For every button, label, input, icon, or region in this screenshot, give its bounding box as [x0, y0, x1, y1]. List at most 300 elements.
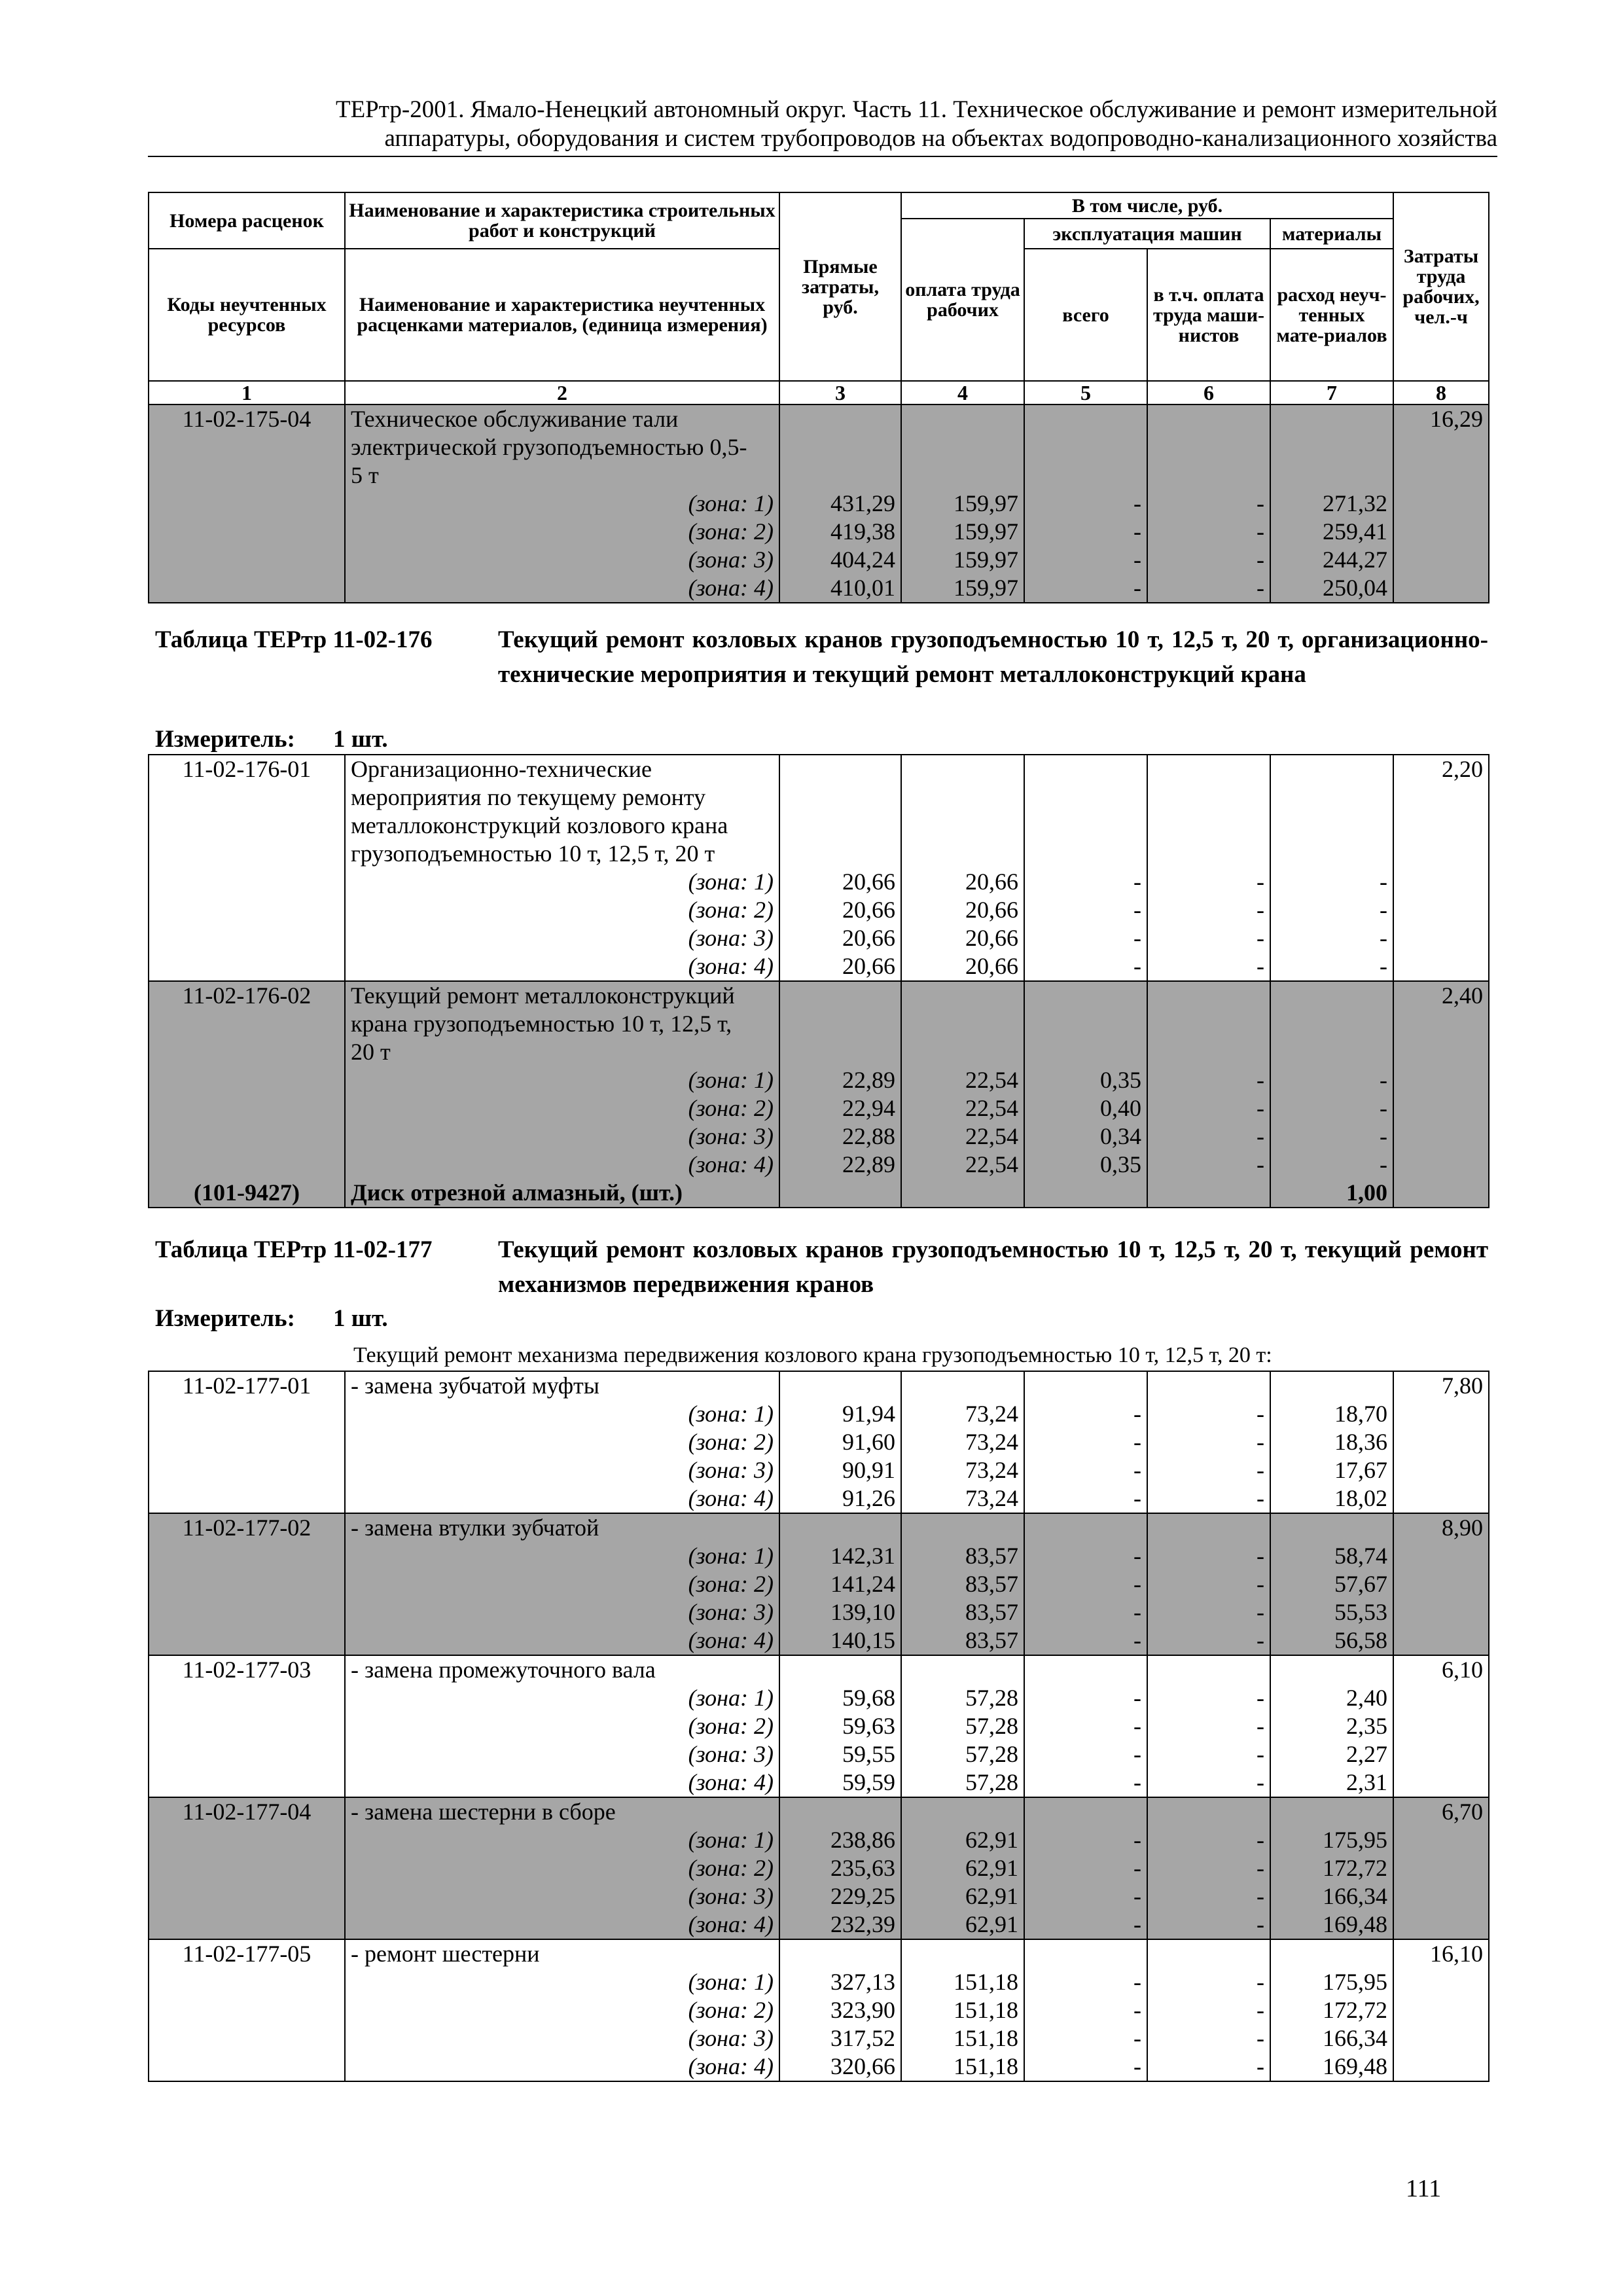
value: - [1133, 1599, 1141, 1625]
column-numbers-row [149, 381, 1489, 404]
value: - [1133, 1457, 1141, 1483]
labor-cell: 2,40 [1393, 981, 1489, 1179]
value: 151,18 [954, 1997, 1018, 2023]
header-rule [148, 156, 1497, 157]
value: 18,02 [1334, 1485, 1387, 1511]
zone-label: (зона: 2) [688, 1855, 774, 1881]
value: - [1380, 1095, 1387, 1121]
machines-total-cell [1024, 404, 1147, 603]
col-number: 1 [149, 381, 345, 404]
value: 22,54 [965, 1151, 1018, 1177]
rate-name-line: - замена втулки зубчатой [351, 1515, 599, 1541]
worker-pay-cell [901, 1513, 1024, 1655]
running-header [148, 96, 1497, 153]
value: 20,66 [965, 869, 1018, 895]
value: - [1257, 2053, 1264, 2079]
rate-name-line: - замена шестерни в сборе [351, 1799, 616, 1825]
col-number: 2 [345, 381, 779, 404]
value: 250,04 [1323, 575, 1388, 601]
rate-code: 11-02-177-03 [149, 1655, 345, 1797]
materials-cell [1270, 1513, 1393, 1655]
zone-label: (зона: 1) [688, 869, 774, 895]
value: 0,35 [1100, 1067, 1141, 1093]
worker-pay-cell [901, 404, 1024, 603]
value: - [1133, 547, 1141, 573]
value: 20,66 [842, 953, 895, 979]
col-number: 5 [1024, 381, 1147, 404]
value: 229,25 [830, 1883, 895, 1909]
value: - [1133, 1401, 1141, 1427]
zone-label: (зона: 4) [688, 2053, 774, 2079]
value: - [1257, 1151, 1264, 1177]
value: 73,24 [965, 1485, 1018, 1511]
value: - [1133, 490, 1141, 516]
value: 91,26 [842, 1485, 895, 1511]
value: - [1133, 1997, 1141, 2023]
rates-table-176 [148, 754, 1488, 1208]
value: - [1133, 1627, 1141, 1653]
machinist-pay-cell [1147, 1513, 1270, 1655]
value: - [1257, 1429, 1264, 1455]
rate-code: 11-02-177-05 [149, 1939, 345, 2081]
rate-code: 11-02-177-04 [149, 1797, 345, 1939]
value: 83,57 [965, 1627, 1018, 1653]
value: - [1133, 1685, 1141, 1711]
zone-label: (зона: 2) [688, 518, 774, 545]
value: - [1257, 925, 1264, 951]
value: 59,68 [842, 1685, 895, 1711]
worker-pay-cell [901, 1655, 1024, 1797]
table-row [149, 755, 1489, 981]
table-number: Таблица ТЕРтр 11-02-176 [155, 626, 433, 653]
col-header-including: В том числе, руб. [901, 192, 1393, 219]
rate-name-line: электрической грузоподъемностью 0,5- [351, 434, 747, 460]
value: 320,66 [830, 2053, 895, 2079]
value: - [1133, 1543, 1141, 1569]
value: 83,57 [965, 1543, 1018, 1569]
value: 2,35 [1346, 1713, 1387, 1739]
rate-code: 11-02-176-01 [149, 755, 345, 981]
value: 73,24 [965, 1429, 1018, 1455]
col-number: 6 [1147, 381, 1270, 404]
value: - [1133, 1769, 1141, 1795]
zone-label: (зона: 4) [688, 1769, 774, 1795]
value: 20,66 [965, 953, 1018, 979]
value: 151,18 [954, 2053, 1018, 2079]
value: 62,91 [965, 1827, 1018, 1853]
zone-label: (зона: 4) [688, 1627, 774, 1653]
zone-label: (зона: 3) [688, 1883, 774, 1909]
col-header-labor-costs: Затраты труда рабочих, чел.-ч [1393, 192, 1489, 381]
value: 57,67 [1334, 1571, 1387, 1597]
value: 169,48 [1323, 2053, 1387, 2079]
value: 22,94 [842, 1095, 895, 1121]
value: 142,31 [830, 1543, 895, 1569]
direct-costs-cell [779, 981, 901, 1179]
rate-name-line: 20 т [351, 1039, 391, 1065]
rate-name-line: - ремонт шестерни [351, 1941, 540, 1967]
value: 151,18 [954, 2025, 1018, 2051]
table-row [149, 1939, 1489, 2081]
value: 151,18 [954, 1969, 1018, 1995]
value: 18,70 [1334, 1401, 1387, 1427]
table-row [149, 1797, 1489, 1939]
value: 22,88 [842, 1123, 895, 1149]
zone-label: (зона: 1) [688, 490, 774, 516]
col-header-material-name: Наименование и характеристика неучтенных расценками материалов, (единица измерения) [345, 249, 779, 381]
value: - [1257, 1969, 1264, 1995]
zone-label: (зона: 3) [688, 925, 774, 951]
value: 18,36 [1334, 1429, 1387, 1455]
materials-cell [1270, 755, 1393, 981]
labor-cell: 16,10 [1393, 1939, 1489, 2081]
rate-name-line: - замена зубчатой муфты [351, 1372, 599, 1399]
zone-label: (зона: 2) [688, 1997, 774, 2023]
value: 20,66 [842, 869, 895, 895]
zone-label: (зона: 2) [688, 1429, 774, 1455]
value: 73,24 [965, 1401, 1018, 1427]
value: - [1257, 1401, 1264, 1427]
meter-value: 1 шт. [333, 726, 388, 753]
machines-total-cell [1024, 981, 1147, 1179]
value: 323,90 [830, 1997, 895, 2023]
value: 59,59 [842, 1769, 895, 1795]
rate-name [345, 1939, 779, 2081]
rate-name [345, 981, 779, 1179]
value: - [1257, 575, 1264, 601]
value: - [1133, 897, 1141, 923]
zone-label: (зона: 2) [688, 1095, 774, 1121]
rate-name-line: грузоподъемностью 10 т, 12,5 т, 20 т [351, 840, 715, 867]
value: - [1133, 1713, 1141, 1739]
direct-costs-cell [779, 404, 901, 603]
value: 59,63 [842, 1713, 895, 1739]
col-number: 8 [1393, 381, 1489, 404]
machinist-pay-cell [1147, 1655, 1270, 1797]
materials-cell [1270, 1797, 1393, 1939]
value: - [1380, 925, 1387, 951]
value: 404,24 [830, 547, 895, 573]
machinist-pay-cell [1147, 981, 1270, 1179]
col-header-direct-costs: Прямые затраты, руб. [779, 192, 901, 381]
value: 169,48 [1323, 1911, 1387, 1937]
resource-qty: 1,00 [1270, 1179, 1393, 1208]
table-row [149, 1655, 1489, 1797]
col-header-resource-codes: Коды неучтенных ресурсов [149, 249, 345, 381]
value: 62,91 [965, 1883, 1018, 1909]
value: 57,28 [965, 1769, 1018, 1795]
rate-name-line: 5 т [351, 462, 379, 488]
zone-label: (зона: 3) [688, 1457, 774, 1483]
col-header-unaccounted-materials: расход неуч-тенных мате-риалов [1270, 249, 1393, 381]
resource-row [149, 1179, 1489, 1208]
table-row [149, 981, 1489, 1179]
machines-total-cell [1024, 1655, 1147, 1797]
value: - [1133, 1827, 1141, 1853]
col-header-materials: материалы [1270, 219, 1393, 249]
table-description: Текущий ремонт козловых кранов грузоподъемностью 10 т, 12,5 т, 20 т, организационно-технические мероприятия и текущий ремонт металлоконструкций крана [498, 626, 1488, 688]
value: 57,28 [965, 1741, 1018, 1767]
value: - [1257, 547, 1264, 573]
value: - [1257, 1997, 1264, 2023]
materials-cell [1270, 1939, 1393, 2081]
value: 0,40 [1100, 1095, 1141, 1121]
worker-pay-cell [901, 1371, 1024, 1513]
value: - [1133, 953, 1141, 979]
value: 431,29 [830, 490, 895, 516]
value: 159,97 [954, 518, 1018, 545]
machines-total-cell [1024, 1371, 1147, 1513]
labor-cell: 6,70 [1393, 1797, 1489, 1939]
value: - [1133, 518, 1141, 545]
table-row [149, 1513, 1489, 1655]
value: - [1133, 1741, 1141, 1767]
value: - [1380, 953, 1387, 979]
zone-label: (зона: 1) [688, 1827, 774, 1853]
machinist-pay-cell [1147, 1797, 1270, 1939]
value: 83,57 [965, 1599, 1018, 1625]
value: - [1257, 869, 1264, 895]
col-number: 4 [901, 381, 1024, 404]
value: 166,34 [1323, 1883, 1387, 1909]
rates-table-177 [148, 1371, 1488, 2082]
col-header-work-name: Наименование и характеристика строительных работ и конструкций [345, 192, 779, 249]
header-line-2: аппаратуры, оборудования и систем трубопроводов на объектах водопроводно-канализационного хозяйства [384, 125, 1497, 152]
machinist-pay-cell [1147, 1939, 1270, 2081]
rate-name [345, 1513, 779, 1655]
value: - [1257, 1911, 1264, 1937]
worker-pay-cell [901, 1939, 1024, 2081]
rate-name [345, 1797, 779, 1939]
value: 20,66 [842, 897, 895, 923]
rate-name [345, 404, 779, 603]
value: 244,27 [1323, 547, 1388, 573]
value: 159,97 [954, 575, 1018, 601]
zone-label: (зона: 2) [688, 897, 774, 923]
zone-label: (зона: 3) [688, 547, 774, 573]
zone-label: (зона: 3) [688, 1123, 774, 1149]
value: 327,13 [830, 1969, 895, 1995]
value: 90,91 [842, 1457, 895, 1483]
direct-costs-cell [779, 1655, 901, 1797]
meter-177 [155, 1304, 388, 1333]
value: - [1257, 1827, 1264, 1853]
rate-name-line: Текущий ремонт металлоконструкций [351, 982, 735, 1009]
value: 57,28 [965, 1713, 1018, 1739]
value: - [1133, 1855, 1141, 1881]
table-row [149, 404, 1489, 603]
value: 317,52 [830, 2025, 895, 2051]
col-header-machinist-pay: в т.ч. оплата труда маши-нистов [1147, 249, 1270, 381]
labor-cell: 7,80 [1393, 1371, 1489, 1513]
zone-label: (зона: 4) [688, 953, 774, 979]
worker-pay-cell [901, 755, 1024, 981]
table-176-title [155, 622, 1488, 727]
rate-name-line: крана грузоподъемностью 10 т, 12,5 т, [351, 1011, 732, 1037]
value: 73,24 [965, 1457, 1018, 1483]
direct-costs-cell [779, 1371, 901, 1513]
value: 62,91 [965, 1911, 1018, 1937]
value: 419,38 [830, 518, 895, 545]
value: 139,10 [830, 1599, 895, 1625]
meter-176 [155, 725, 388, 753]
labor-cell: 8,90 [1393, 1513, 1489, 1655]
value: 2,40 [1346, 1685, 1387, 1711]
value: 175,95 [1323, 1827, 1387, 1853]
value: - [1257, 1769, 1264, 1795]
value: - [1257, 2025, 1264, 2051]
zone-label: (зона: 4) [688, 575, 774, 601]
value: 141,24 [830, 1571, 895, 1597]
value: - [1380, 869, 1387, 895]
labor-cell: 16,29 [1393, 404, 1489, 603]
value: - [1133, 2053, 1141, 2079]
value: 271,32 [1323, 490, 1388, 516]
value: 22,54 [965, 1067, 1018, 1093]
materials-cell [1270, 981, 1393, 1179]
value: - [1257, 1067, 1264, 1093]
zone-label: (зона: 4) [688, 1485, 774, 1511]
materials-cell [1270, 1371, 1393, 1513]
rate-code: 11-02-176-02 [149, 981, 345, 1179]
worker-pay-cell [901, 981, 1024, 1179]
direct-costs-cell [779, 1797, 901, 1939]
value: 235,63 [830, 1855, 895, 1881]
value: - [1257, 1543, 1264, 1569]
value: 175,95 [1323, 1969, 1387, 1995]
rate-code: 11-02-175-04 [149, 404, 345, 603]
zone-label: (зона: 4) [688, 1151, 774, 1177]
value: - [1133, 1485, 1141, 1511]
resource-code: (101-9427) [149, 1179, 345, 1208]
value: - [1257, 1713, 1264, 1739]
zone-label: (зона: 1) [688, 1685, 774, 1711]
rates-table-175 [148, 192, 1488, 603]
value: - [1133, 1969, 1141, 1995]
value: 259,41 [1323, 518, 1388, 545]
value: 20,66 [842, 925, 895, 951]
zone-label: (зона: 3) [688, 2025, 774, 2051]
value: - [1380, 1067, 1387, 1093]
value: - [1257, 490, 1264, 516]
value: 22,89 [842, 1151, 895, 1177]
value: 20,66 [965, 897, 1018, 923]
rate-name-line: мероприятия по текущему ремонту [351, 784, 706, 810]
value: 2,27 [1346, 1741, 1387, 1767]
value: 22,54 [965, 1123, 1018, 1149]
rate-name-line: Организационно-технические [351, 756, 652, 782]
header-line-1: ТЕРтр-2001. Ямало-Ненецкий автономный округ. Часть 11. Техническое обслуживание и ремонт измерительной [335, 96, 1497, 123]
machinist-pay-cell [1147, 755, 1270, 981]
machines-total-cell [1024, 1797, 1147, 1939]
rate-name-line: металлоконструкций козлового крана [351, 812, 728, 838]
value: 62,91 [965, 1855, 1018, 1881]
meter-label: Измеритель: [155, 726, 295, 753]
zone-label: (зона: 1) [688, 1969, 774, 1995]
col-header-machines-total: всего [1024, 249, 1147, 381]
value: - [1257, 897, 1264, 923]
value: - [1380, 1151, 1387, 1177]
resource-name: Диск отрезной алмазный, (шт.) [345, 1179, 779, 1208]
value: 22,89 [842, 1067, 895, 1093]
value: 83,57 [965, 1571, 1018, 1597]
labor-cell: 6,10 [1393, 1655, 1489, 1797]
value: 159,97 [954, 547, 1018, 573]
value: 410,01 [830, 575, 895, 601]
value: - [1257, 1627, 1264, 1653]
labor-cell: 2,20 [1393, 755, 1489, 981]
zone-label: (зона: 1) [688, 1067, 774, 1093]
rate-name-line: Техническое обслуживание тали [351, 406, 679, 432]
machinist-pay-cell [1147, 1371, 1270, 1513]
value: - [1257, 1457, 1264, 1483]
value: 140,15 [830, 1627, 895, 1653]
value: 172,72 [1323, 1855, 1387, 1881]
value: - [1257, 1599, 1264, 1625]
page-number: 111 [1406, 2175, 1442, 2202]
value: 56,58 [1334, 1627, 1387, 1653]
value: 58,74 [1334, 1543, 1387, 1569]
value: 166,34 [1323, 2025, 1387, 2051]
value: - [1257, 1741, 1264, 1767]
value: 159,97 [954, 490, 1018, 516]
value: 17,67 [1334, 1457, 1387, 1483]
direct-costs-cell [779, 755, 901, 981]
value: - [1257, 1685, 1264, 1711]
zone-label: (зона: 3) [688, 1599, 774, 1625]
value: 91,94 [842, 1401, 895, 1427]
table-row [149, 1371, 1489, 1513]
value: 20,66 [965, 925, 1018, 951]
value: - [1257, 1485, 1264, 1511]
col-number: 3 [779, 381, 901, 404]
materials-cell [1270, 1655, 1393, 1797]
machines-total-cell [1024, 1513, 1147, 1655]
value: 238,86 [830, 1827, 895, 1853]
value: 2,31 [1346, 1769, 1387, 1795]
zone-label: (зона: 1) [688, 1543, 774, 1569]
col-header-rate-numbers: Номера расценок [149, 192, 345, 249]
zone-label: (зона: 1) [688, 1401, 774, 1427]
value: - [1133, 869, 1141, 895]
col-header-machine-operation: эксплуатация машин [1024, 219, 1270, 249]
rate-code: 11-02-177-01 [149, 1371, 345, 1513]
table-177-title [155, 1232, 1488, 1304]
col-number: 7 [1270, 381, 1393, 404]
value: 59,55 [842, 1741, 895, 1767]
col-header-worker-pay: оплата труда рабочих [901, 219, 1024, 381]
value: 232,39 [830, 1911, 895, 1937]
value: - [1133, 2025, 1141, 2051]
value: - [1133, 575, 1141, 601]
table-number: Таблица ТЕРтр 11-02-177 [155, 1236, 433, 1263]
value: - [1257, 1571, 1264, 1597]
zone-label: (зона: 2) [688, 1571, 774, 1597]
zone-label: (зона: 3) [688, 1741, 774, 1767]
value: - [1257, 1883, 1264, 1909]
value: - [1380, 1123, 1387, 1149]
value: 0,35 [1100, 1151, 1141, 1177]
value: - [1133, 1911, 1141, 1937]
value: - [1257, 1095, 1264, 1121]
value: - [1257, 1123, 1264, 1149]
machines-total-cell [1024, 1939, 1147, 2081]
meter-value: 1 шт. [333, 1305, 388, 1332]
value: - [1257, 1855, 1264, 1881]
meter-label: Измеритель: [155, 1305, 295, 1332]
rate-name [345, 1371, 779, 1513]
rate-name-line: - замена промежуточного вала [351, 1657, 656, 1683]
